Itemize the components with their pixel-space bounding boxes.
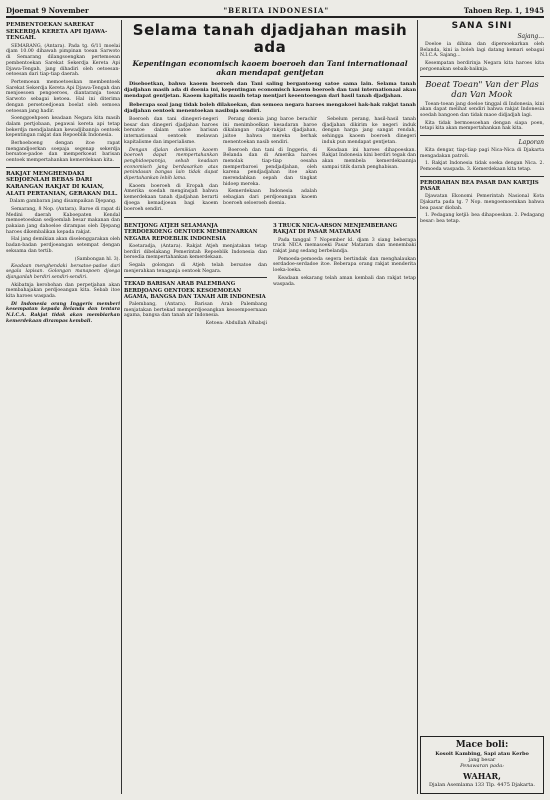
lower-articles [124, 221, 416, 328]
text-column [322, 117, 416, 214]
ad-title: Mace boli: [455, 740, 509, 750]
text-column [223, 117, 317, 214]
article-paragraph: Kesempatan berdirinja Negara kita haroes kita pergoenakan sebaik-baiknja. [420, 61, 544, 72]
article-paragraph: Pemoeda-pemoeda segera bertindak dan menghalaukan serdadoe-serdadoe itoe. Beberapa orang rakjat menderita loeka-loeka. [273, 256, 416, 274]
article-paragraph: Toean-toean jang doeloe tinggal di Indonesia, kini akan dapat melihat sendiri bahwa rakjat Indonesia soedah bangoen dan tidak maoe didjadjah lagi. [420, 101, 544, 118]
text-column [273, 221, 416, 328]
article-paragraph: Dengan djalan demikian kaoem boeroeh dapat mempertahankan penghidoepannja, sebab keadaan economisch jang berdasarkan atas penindasan bangsa lain tidak dapat dipertahankan lebih lama. [124, 147, 218, 182]
divider [420, 135, 544, 136]
article-subline: Dalam gambaran jang disampaikan Djepang. [9, 199, 117, 205]
right-column [420, 20, 544, 796]
ad-name: WAHAR, [463, 770, 501, 781]
article-paragraph: Perang doenia jang baroe berachir ini menimboelkan kesadaran baroe dikalangan rakjat-rakjat djadjahan, jaitoe bahwa mereka berhak menentoekan nasib sendiri. [223, 117, 317, 145]
column-divider [121, 20, 122, 794]
article-headline: PEMBENTOEKAN SAREKAT SEKERDJA KERETA API DJAWA-TENGAH. [6, 22, 108, 42]
section-heading: SANA SINI [451, 21, 513, 31]
divider [420, 176, 544, 177]
article-paragraph: Semarang, 8 Nop. (Antara). Baroe di rapat di Medini daerah Kaboepaten Kendal memoetoeskan sedjoemlah besar makanan dan pakaian jang dahoeloe dirampas oleh Djepang haroes dikembalikan kepada rakjat. [6, 206, 120, 235]
classified-ad [420, 736, 544, 794]
edition-label: Tahoen Rep. 1, 1945 [463, 5, 544, 15]
newspaper-name: "BERITA INDONESIA" [223, 5, 330, 15]
masthead-bar [6, 4, 544, 18]
article-paragraph: 1. Pedagang ketjil: bea dihapoeskan. 2. Pedagang besar: bea tetap. [420, 213, 544, 225]
divider [420, 76, 544, 77]
article-headline: BENTJONG ATJEH SELAMANJA TERDOEKOENG OENTOEK MEMBENARKAN NEGARA REPOEBLIK INDONESIA [124, 223, 258, 242]
article-paragraph: Kita dengar, tiap-tiap pagi Nica-Nica di Djakarta mengadakan patroli. [420, 148, 544, 159]
article-paragraph: Berhoeboeng dengan itoe rapat mengandjoerkan soepaja segenap sekerdja bersatoe-padoe dan memperkoeat barisan oentoek mempertahankan kemerdekaan kita. [6, 141, 120, 164]
article-paragraph: Djawatan Ekonomi Pemerintah Nasional Kota Djakarta pada tg. 7 Nop. mengoemoemkan bahwa bea pasar diobah. [420, 194, 544, 211]
left-column [6, 20, 120, 796]
article-paragraph: Kaoem boeroeh di Eropah dan Amerika soedah menginsjafi bahwa kemerdekaan tanah djadjahan berarti djoega kemadjoean bagi kaoem boeroeh sendiri. [124, 183, 218, 212]
article-paragraph: Doeloe ia dihina dan dipersoekarkan oleh Belanda, kini ia boleh lagi datang kemari sebagai N.I.C.A. Sajang... [420, 42, 544, 59]
article-paragraph: SEMARANG, (Antara). Pada tg. 6/11 moelai djam 10.00 dihawah pimpinan toean Sarwoto di Semarang dilangsoengkan pertemoean pembentoekan Sarekat Sekerdja Kereta Api Djawa-Tengah, jang dihadiri oleh oetoesan-oetoesan dari tiap-tiap daerah. [6, 43, 120, 78]
lead-paragraph: Beberapa soal jang tidak boleh dilakoekan, dan semoea negara haroes mengakoei hak-hak rakjat tanah djadjahan oentoek menentoekan nasibnja sendiri. [124, 102, 416, 114]
column-title: Sajang... [517, 33, 544, 40]
article-paragraph: Sebelum perang, hasil-hasil tanah djadjahan dikirim ke negeri induk dengan harga jang sangat rendah, sehingga kaoem boeroeh dinegeri induk pun mendapat gentjetan. [322, 117, 416, 145]
article-paragraph: Pada tanggal 7 Nopember kl. djam 3 siang beberapa truck NICA memasoeki Pasar Mataram dan menembaki rakjat jang sedang berbelandja. [273, 237, 416, 255]
article-paragraph: Keadaan menghendaki bersatoe-padoe dari segala lapisan. Golongan manapoen djoega djanganlah berdiri sendiri-sendiri. [6, 263, 120, 280]
article-paragraph: Hal jang demikian akan diselenggarakan oleh badan-badan perdjoeangan setempat dengan seksama dan tertib. [6, 237, 120, 254]
divider [124, 217, 416, 218]
article-columns [124, 117, 416, 214]
article-paragraph: Kemerdekaan Indonesia adalah sebagian dari perdjoeangan kaoem boeroeh seloeroeh doenia. [223, 189, 317, 206]
article-headline: 3 TRUCK NICA-ARSON MENJEMBERANG RAKJAT DI PASAR MATARAM [273, 223, 398, 236]
ad-address: Djalan Asemlama 133 Tlp. 4475 Djakarta. [429, 781, 535, 788]
article-paragraph: Boeroeh dan tani dinegeri-negeri besar dan dinegeri djadjahan haroes bersatoe dalam satoe barisan internationaal oentoek melawan kapitalisme dan imperialisme. [124, 117, 218, 145]
article-paragraph: 1. Rakjat Indonesia tidak soeka dengan Nica. 2. Pemoeda waspada. 3. Kemerdekaan kita tetap. [420, 161, 544, 173]
article-paragraph: Kita tidak bermoesoehan dengan siapa poen, tetapi kita akan mempertahankan hak kita. [420, 120, 544, 132]
article-paragraph: Boeroeh dan tani di Inggeris, di Belanda dan di Amerika haroes menolak tiap-tiap oesaha memperbaroei pendjadjahan, oleh karena pendjadjahan itoe akan merendahkan oepah dan tingkat hidoep mereka. [223, 147, 317, 187]
article-signature: Ketoea: Abdullah Alhabsji [205, 321, 267, 327]
lead-paragraph: Diseboetkan, bahwa kaoem boeroeh dan Tani saling bergantoeng satoe sama lain. Selama tanah djadjahan masih ada di doenia ini, kepentingan economisch kaoem boeroeh dan tani internationaal akan mendapat gentjetan. Kaoem kapitalis masih tetap mentjari keoentoengan dari hasil tanah djadjahan. [124, 81, 416, 99]
article-paragraph: Di Indonesia orang Inggeris memberi kesempatan kepada Belanda dan tentara N.I.C.A. Rakjat tidak akan membiarkan kemerdekaan dirampas kembali. [6, 301, 120, 324]
text-column [124, 117, 218, 214]
main-article [124, 20, 416, 796]
article-paragraph: Palembang, (Antara). Barisan Arab Palembang menjatakan bertekad memperdjoeangkan kesoempoernaan agama, bangsa dan tanah air Indonesia. [124, 301, 267, 319]
column-title: Laporan [518, 139, 544, 147]
ad-text: jang besar [468, 757, 496, 764]
ad-text: Penawaran pada: [460, 763, 504, 770]
text-column [124, 221, 267, 328]
article-paragraph: Akibatnja kerobohan dan perpetjahan akan membahajakan perdjoeangan kita. Sebab itoe kita haroes waspada. [6, 282, 120, 300]
main-subheadline: Kepentingan economisch kaoem boeroeh dan Tani internationaal akan mendapat gentjetan [132, 59, 408, 77]
article-paragraph: Koetaradja, (Antara). Rakjat Atjeh menjatakan tetap berdiri dibelakang Pemerintah Repoeblik Indonesia dan bersedia mempertahankan kemerdekaan. [124, 243, 267, 261]
article-paragraph: Keadaan ini haroes dihapoeskan. Rakjat Indonesia kini berdiri tegak dan akan membela kemerdekaannja sampai titik darah penghabisan. [322, 147, 416, 170]
article-paragraph: Pertemoean memoetoeskan membentoek Sarekat Sekerdja Kereta Api Djawa-Tengah dan menjoesoen pengoeroes, diantaranja toean Sarwoto sebagai ketoea. Hal ini diterima dengan persetoedjoean boelat oleh semoea oetoesan jang hadir. [6, 80, 120, 114]
divider [124, 277, 267, 278]
article-headline: PEROBAHAN BEA PASAR DAN KARTJIS PASAR [420, 179, 539, 193]
article-paragraph: Segala golongan di Atjeh telah bersatoe dan menjerahkan tenaganja oentoek Negara. [124, 262, 267, 274]
main-headline: Selama tanah djadjahan masih ada [132, 21, 408, 56]
article-headline: TEKAD BARISAN ARAB PALEMBANG BERDJOANG OENTOEK KESOEMOEAN AGAMA, BANGSA DAN TANAH AIR INDONESIA [124, 281, 266, 300]
column-title: Boeat Toean" Van der Plas dan Van Mook [425, 79, 539, 100]
divider [6, 167, 120, 168]
date-label: Djoemat 9 November [6, 5, 89, 15]
article-paragraph: Keadaan sekarang telah aman kembali dan rakjat tetap waspada. [273, 275, 416, 287]
article-paragraph: Soenggoehpoen keadaan Negara kita masih dalam pertjobaan, pegawai kereta api tetap bekerdja mendjalankan kewadjibannja oentoek kepentingan rakjat dan Repoeblik Indonesia. [6, 116, 120, 139]
ad-text: Kosoit Kambing, Sapi atau Kerbo [435, 751, 529, 757]
article-headline: RAKJAT MENGHENDAKI SEDJOENLAH BEBAS DARI KARANGAN RAKJAT DI KAIAN, ALATI PERTANIAN, GERAKAN DLL. [6, 170, 118, 197]
continuation-note: (Sambongan hl. 3). [74, 256, 120, 262]
column-divider [417, 20, 418, 794]
